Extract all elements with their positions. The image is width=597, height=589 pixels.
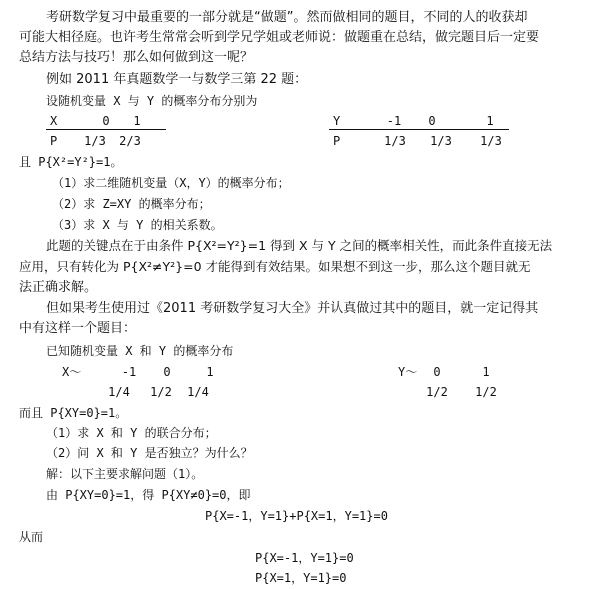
x-table-header-label: X — [50, 114, 58, 128]
therefore-label: 从而 — [19, 530, 44, 544]
y-distribution-probability: 1/2 — [475, 385, 497, 399]
example-2-question-2: （2）问 X 和 Y 是否独立？为什么？ — [46, 446, 253, 460]
example-given: 设随机变量 X 与 Y 的概率分布分别为 — [46, 94, 258, 108]
x-table-row-label: P — [50, 134, 58, 148]
equation-2: P{X=-1，Y=1}=0 — [255, 551, 354, 565]
x-distribution-label: X～ — [62, 365, 82, 379]
y-distribution-label: Y～ — [398, 365, 418, 379]
example-condition: 且 P{X²=Y²}=1。 — [19, 155, 123, 169]
x-distribution-value: 1 — [206, 365, 214, 379]
x-distribution-value: 0 — [163, 365, 171, 379]
y-distribution-value: 0 — [433, 365, 441, 379]
solution-step-1: 由 P{XY=0}=1，得 P{XY≠0}=0，即 — [46, 488, 251, 502]
paragraph-1-line-1: 考研数学复习中最重要的一部分就是“做题”。然而做相同的题目，不同的人的收获却 — [46, 10, 528, 25]
solution-intro: 解：以下主要求解问题（1）。 — [46, 467, 204, 481]
question-2: （2）求 Z=XY 的概率分布； — [52, 197, 211, 211]
x-table-probability: 2/3 — [119, 134, 141, 148]
x-distribution-probability: 1/2 — [150, 385, 172, 399]
y-table-header-value: -1 — [386, 114, 402, 128]
x-table-divider — [46, 129, 166, 130]
paragraph-1-line-3: 总结方法与技巧！那么如何做到这一呢？ — [19, 50, 254, 65]
question-3: （3）求 X 与 Y 的相关系数。 — [52, 218, 223, 232]
y-table-header-value: 0 — [428, 114, 436, 128]
paragraph-3-line-1: 但如果考生使用过《2011 考研数学复习大全》并认真做过其中的题目，就一定记得其 — [46, 301, 539, 316]
y-table-probability: 1/3 — [384, 134, 406, 148]
x-distribution-probability: 1/4 — [187, 385, 209, 399]
x-table-probability: 1/3 — [84, 134, 106, 148]
y-table-probability: 1/3 — [430, 134, 452, 148]
equation-1: P{X=-1，Y=1}+P{X=1，Y=1}=0 — [205, 509, 388, 523]
equation-3: P{X=1，Y=1}=0 — [255, 571, 347, 585]
y-table-row-label: P — [333, 134, 341, 148]
paragraph-2-line-3: 法正确求解。 — [19, 280, 98, 295]
paragraph-2-line-2: 应用，只有转化为 P{X²≠Y²}=0 才能得到有效结果。如果想不到这一步，那么这个题目就无 — [19, 259, 531, 274]
example-2-condition: 而且 P{XY=0}=1。 — [19, 406, 128, 420]
x-table-header-value: 1 — [133, 114, 141, 128]
paragraph-3-line-2: 中有这样一个题目： — [19, 321, 137, 336]
paragraph-2-line-1: 此题的关键点在于由条件 P{X²=Y²}=1 得到 X 与 Y 之间的概率相关性，而此条件直接无法 — [46, 238, 553, 253]
y-table-header-label: Y — [333, 114, 341, 128]
example-intro: 例如 2011 年真题数学一与数学三第 22 题： — [46, 72, 308, 87]
y-table-probability: 1/3 — [480, 134, 502, 148]
y-table-header-value: 1 — [486, 114, 494, 128]
y-distribution-probability: 1/2 — [426, 385, 448, 399]
y-table-divider — [329, 129, 509, 130]
x-distribution-value: -1 — [121, 365, 137, 379]
x-distribution-probability: 1/4 — [108, 385, 130, 399]
example-2-question-1: （1）求 X 和 Y 的联合分布； — [46, 426, 217, 440]
x-table-header-value: 0 — [102, 114, 110, 128]
y-distribution-value: 1 — [482, 365, 490, 379]
question-1: （1）求二维随机变量（X，Y）的概率分布； — [52, 176, 290, 190]
example-2-given: 已知随机变量 X 和 Y 的概率分布 — [46, 344, 234, 358]
paragraph-1-line-2: 可能大相径庭。也许考生常常会听到学兄学姐或老师说：做题重在总结，做完题目后一定要 — [19, 30, 540, 45]
